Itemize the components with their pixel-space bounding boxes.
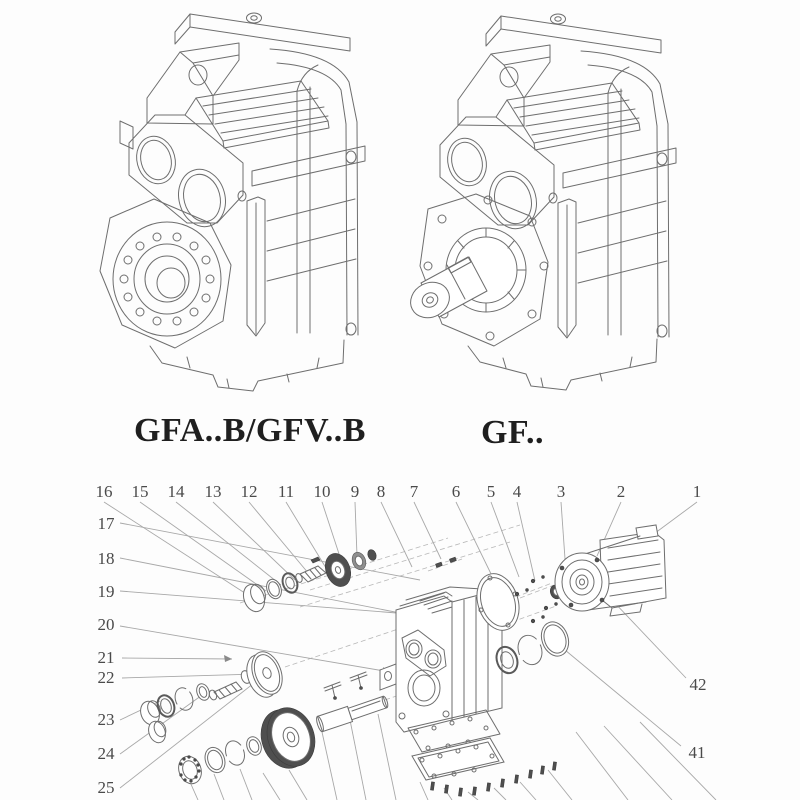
callout-number: 16 <box>95 482 113 501</box>
callout-number: 6 <box>451 482 461 501</box>
front-post <box>558 199 576 338</box>
front-post <box>247 197 265 336</box>
bolt-hole <box>657 153 667 165</box>
exploded-parts-diagram <box>0 470 800 800</box>
callout-numbers-left <box>98 514 116 797</box>
gearbox-drawing-hollow-shaft <box>92 2 392 402</box>
motor-mount-wing <box>147 43 239 124</box>
callout-numbers-top <box>96 482 702 501</box>
callout-number: 19 <box>97 582 115 601</box>
callout-number: 7 <box>409 482 419 501</box>
motor-mount-wing <box>458 45 550 126</box>
callout-number: 4 <box>512 482 522 501</box>
seal-ring <box>202 745 229 776</box>
callout-number: 42 <box>689 675 707 694</box>
mounting-feet <box>468 339 657 390</box>
arch-rib <box>270 49 358 335</box>
callout-number: 11 <box>277 482 295 501</box>
side-panel-ribs <box>267 199 356 281</box>
callout-number: 8 <box>376 482 386 501</box>
input-bearing-boss <box>440 117 557 234</box>
bolt-hole <box>657 325 667 337</box>
callout-number: 13 <box>204 482 222 501</box>
cooling-fin-deck <box>185 81 329 148</box>
cooling-fin-deck <box>496 83 640 150</box>
callout-number: 14 <box>167 482 185 501</box>
key <box>311 557 320 563</box>
circlip <box>222 738 247 768</box>
callout-number: 1 <box>692 482 702 501</box>
input-gear <box>321 550 355 590</box>
housing-side-lug <box>380 664 396 690</box>
intermediate-pinion-shaft <box>208 682 242 701</box>
bottom-cover-plate <box>412 738 504 780</box>
lifting-hole <box>189 65 207 85</box>
seal-ring <box>264 577 284 601</box>
callout-number: 24 <box>97 744 115 763</box>
callout-number: 15 <box>131 482 149 501</box>
callout-number: 9 <box>350 482 360 501</box>
shaft-key <box>350 672 367 690</box>
housing-top-beam <box>486 14 661 53</box>
model-label-hollow: GFA..B/GFV..B <box>134 412 366 449</box>
lock-nut <box>366 548 377 561</box>
oil-plug <box>247 13 262 23</box>
motor-flange <box>555 553 609 611</box>
shaft-key <box>324 682 341 700</box>
washer <box>244 735 264 758</box>
callout-number: 3 <box>556 482 566 501</box>
bolt-hole <box>346 323 356 335</box>
bolt-hole <box>346 151 356 163</box>
washer <box>350 550 368 571</box>
leader-lines-right <box>565 600 686 746</box>
lifting-hole <box>500 67 518 87</box>
callout-number: 10 <box>313 482 331 501</box>
output-flange-face <box>420 194 548 346</box>
motor-body <box>600 532 666 608</box>
callout-number: 22 <box>97 668 115 687</box>
callout-number: 20 <box>97 615 115 634</box>
callout-number: 18 <box>97 549 115 568</box>
callout-number: 12 <box>240 482 258 501</box>
terminal-box <box>636 525 658 539</box>
input-bearing-boss <box>129 115 246 232</box>
callout-number: 2 <box>616 482 626 501</box>
callout-number: 41 <box>688 743 706 762</box>
ball-bearing <box>175 753 205 787</box>
callout-number: 23 <box>97 710 115 729</box>
intermediate-gear-disc <box>241 648 287 702</box>
model-label-solid: GF.. <box>480 414 545 451</box>
input-pinion-shaft <box>295 566 326 583</box>
callout-number: 17 <box>97 514 115 533</box>
hollow-output-flange <box>100 199 231 348</box>
callout-number: 25 <box>97 778 115 797</box>
electric-motor <box>555 525 666 616</box>
housing-top-beam <box>175 13 350 51</box>
output-gear <box>253 701 323 775</box>
output-solid-shaft <box>315 696 389 733</box>
side-panel-ribs <box>578 201 667 283</box>
gearbox-drawing-solid-shaft <box>408 2 708 402</box>
callout-numbers-right <box>689 675 707 762</box>
oil-plug <box>551 14 566 24</box>
callout-number: 21 <box>97 648 115 667</box>
arch-rib <box>581 51 669 337</box>
callout-number: 5 <box>486 482 496 501</box>
